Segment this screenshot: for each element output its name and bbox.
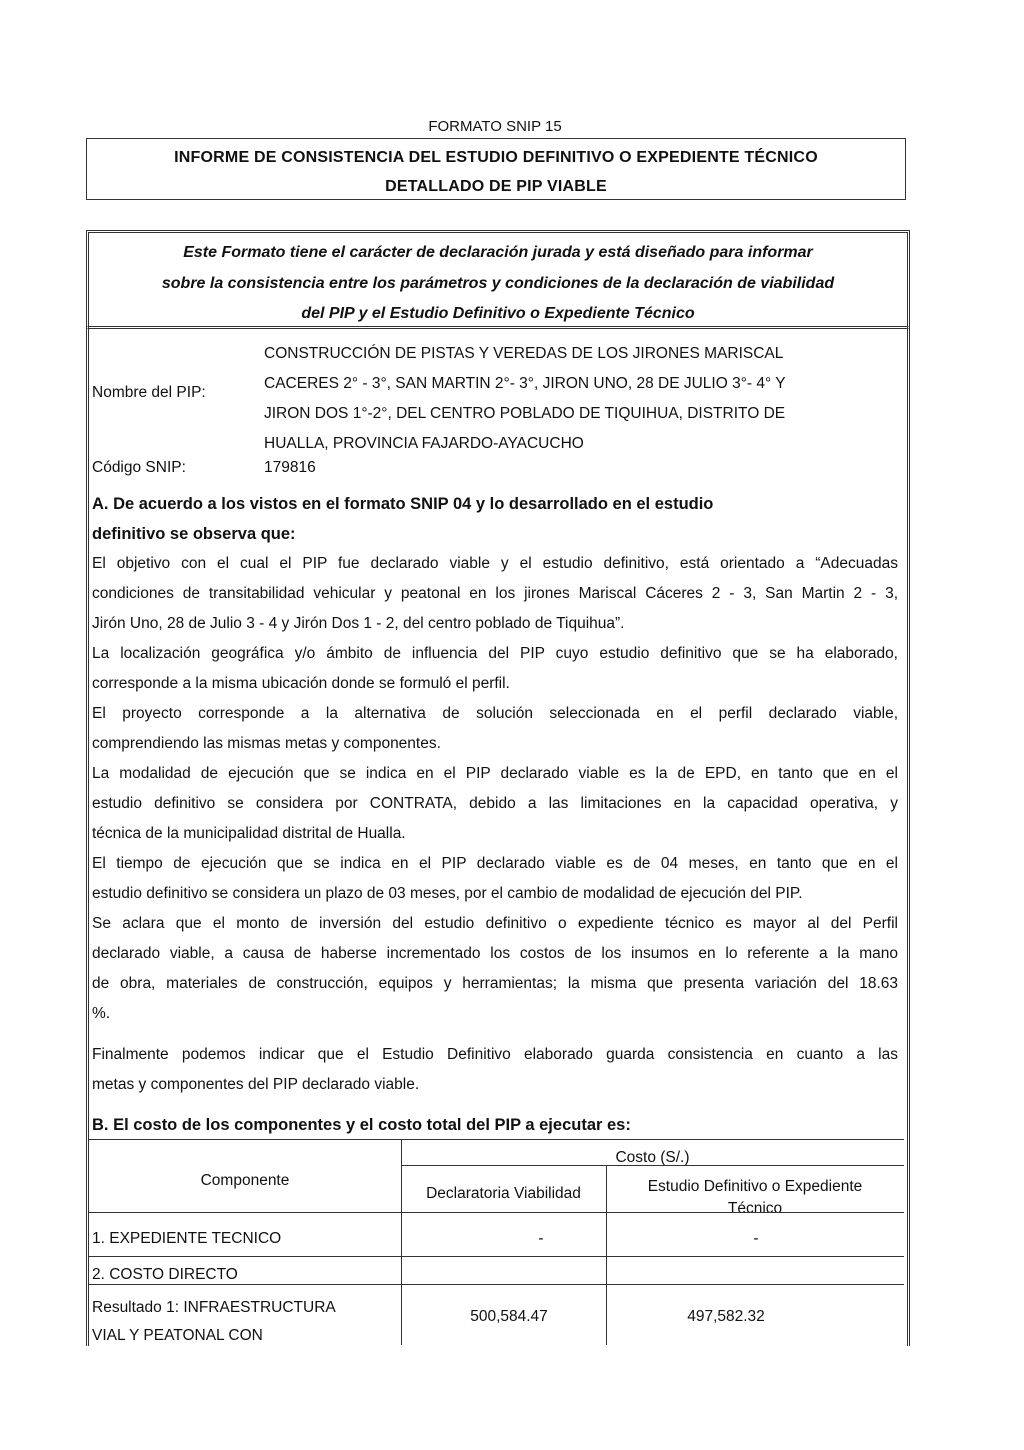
snip-code-label: Código SNIP: (92, 459, 186, 476)
body-line: estudio definitivo se considera por CONTRATA, debido a las limitaciones en la capacidad operativa, y (92, 795, 898, 812)
body-line: La localización geográfica y/o ámbito de influencia del PIP cuyo estudio definitivo que se ha elaborado, (92, 645, 898, 662)
table-border-row (89, 1284, 904, 1285)
table-header-component: Componente (200, 1172, 290, 1189)
table-row-component: 2. COSTO DIRECTO (92, 1266, 238, 1283)
declaration-line-2: sobre la consistencia entre los parámetros y condiciones de la declaración de viabilidad (161, 275, 835, 292)
report-title-line-1: INFORME DE CONSISTENCIA DEL ESTUDIO DEFINITIVO O EXPEDIENTE TÉCNICO (174, 149, 818, 166)
pip-name-line: JIRON DOS 1°-2°, DEL CENTRO POBLADO DE TIQUIHUA, DISTRITO DE (264, 405, 786, 422)
table-result-viability: 500,584.47 (470, 1308, 548, 1325)
pip-name-line: CACERES 2° - 3°, SAN MARTIN 2°- 3°, JIRON UNO, 28 DE JULIO 3°- 4° Y (264, 375, 786, 392)
table-border-header-bottom (89, 1212, 904, 1213)
section-a-heading (92, 489, 713, 549)
table-result-definitive: 497,582.32 (687, 1308, 765, 1325)
body-line: declarado viable, a causa de haberse incrementado los costos de los insumos en lo referente a la mano (92, 945, 898, 962)
body-line: Jirón Uno, 28 de Julio 3 - 4 y Jirón Dos 1 - 2, del centro poblado de Tiquihua”. (92, 615, 625, 632)
table-row-definitive: - (753, 1230, 759, 1247)
body-line: El objetivo con el cual el PIP fue declarado viable y el estudio definitivo, está orientado a “Adecuadas (92, 555, 898, 572)
table-result-line: Resultado 1: INFRAESTRUCTURA (92, 1299, 336, 1316)
section-a-body (92, 549, 898, 1029)
body-line: estudio definitivo se considera un plazo de 03 meses, por el cambio de modalidad de ejecución del PIP. (92, 885, 803, 902)
section-a-heading-line: definitivo se observa que: (92, 525, 296, 543)
body-line: metas y componentes del PIP declarado viable. (92, 1076, 420, 1093)
body-line: El proyecto corresponde a la alternativa de solución seleccionada en el perfil declarado viable, (92, 705, 898, 722)
body-line: corresponde a la misma ubicación donde se formuló el perfil. (92, 675, 510, 692)
table-row-viability: - (538, 1230, 544, 1247)
report-title-line-2: DETALLADO DE PIP VIABLE (385, 178, 607, 195)
table-border-top (89, 1139, 904, 1140)
snip-code-value: 179816 (264, 459, 316, 476)
body-line: Finalmente podemos indicar que el Estudio Definitivo elaborado guarda consistencia en cuanto a las (92, 1046, 898, 1063)
table-header-definitive-line: Técnico (727, 1200, 783, 1212)
body-line: %. (92, 1005, 111, 1022)
pip-name-label: Nombre del PIP: (92, 384, 206, 401)
body-line: La modalidad de ejecución que se indica en el PIP declarado viable es la de EPD, en tanto que en el (92, 765, 898, 782)
table-border-row (89, 1256, 904, 1257)
body-line: El tiempo de ejecución que se indica en el PIP declarado viable es de 04 meses, en tanto que en el (92, 855, 898, 872)
table-header-definitive-line: Estudio Definitivo o Expediente (647, 1178, 863, 1195)
table-border-subheader (401, 1165, 904, 1166)
body-line: de obra, materiales de construcción, equipos y herramientas; la misma que presenta variación del 18.63 (92, 975, 898, 992)
format-code: FORMATO SNIP 15 (428, 118, 562, 135)
section-a-heading-line: A. De acuerdo a los vistos en el formato SNIP 04 y lo desarrollado en el estudio (92, 495, 714, 513)
table-header-viability: Declaratoria Viabilidad (426, 1185, 581, 1202)
table-header-definitive (606, 1176, 904, 1212)
body-line: condiciones de transitabilidad vehicular y peatonal en los jirones Mariscal Cáceres 2 - 3, San Martin 2 - 3, (92, 585, 898, 602)
declaration-box (86, 230, 910, 329)
pip-name-value (264, 339, 786, 459)
body-line: técnica de la municipalidad distrital de Hualla. (92, 825, 406, 842)
table-result-line: VIAL Y PEATONAL CON (92, 1327, 263, 1344)
declaration-line-3: del PIP y el Estudio Definitivo o Expediente Técnico (301, 305, 695, 322)
table-header-cost: Costo (S/.) (615, 1149, 690, 1165)
declaration-line-1: Este Formato tiene el carácter de declaración jurada y está diseñado para informar (183, 244, 813, 261)
table-row-component: 1. EXPEDIENTE TECNICO (92, 1230, 282, 1247)
pip-name-line: CONSTRUCCIÓN DE PISTAS Y VEREDAS DE LOS JIRONES MARISCAL (264, 345, 784, 362)
body-line: Se aclara que el monto de inversión del estudio definitivo o expediente técnico es mayor al del Perfil (92, 915, 898, 932)
table-result-component (92, 1294, 336, 1350)
body-line: comprendiendo las mismas metas y componentes. (92, 735, 441, 752)
report-title-box (86, 138, 906, 200)
section-b-heading: B. El costo de los componentes y el costo total del PIP a ejecutar es: (92, 1116, 631, 1134)
pip-name-line: HUALLA, PROVINCIA FAJARDO-AYACUCHO (264, 435, 584, 452)
section-a-conclusion (92, 1040, 898, 1100)
